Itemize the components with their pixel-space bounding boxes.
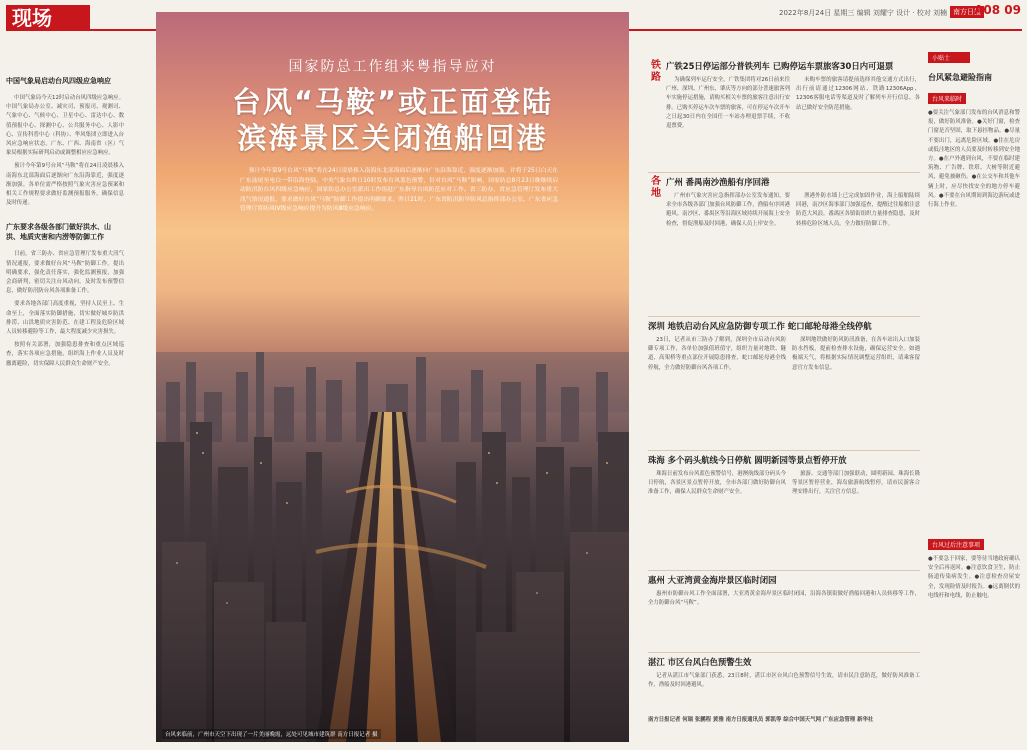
left-paragraph: 要求各地各部门高度重视，坚持人民至上、生命至上，全面落实防御措施，切实做好城乡防洪排涝、山洪地质灾害防范、在建工程及危险区域人员转移避险等工作，最大程度减少灾害损失。: [6, 301, 124, 336]
article-body: 广州市气象灾害应急指挥部办公室发布通知，要求全市各级各部门加强台风防御工作，渔船有序回港避风。南沙区、番禺区等沿海区域持续开展海上安全检查，督促渔船及时回港，确保人员上岸安全。: [666, 193, 790, 227]
article-body: 惠州市防御台风工作全面部署，大亚湾黄金海岸景区临时闭园，沿海各镇街做好渔船回港和人员转移等工作，全力防御台风“马鞍”。: [648, 591, 920, 607]
divider: [648, 450, 920, 451]
left-heading-1: 中国气象局启动台风四级应急响应: [6, 77, 111, 85]
panel-tab: 小贴士: [928, 52, 970, 63]
article-body: 珠海日前发布台风蓝色预警信号，港澳航线部分码头今日停航，各景区景点暂停开放，全市各部门做好防御台风准备工作，确保人民群众生命财产安全。: [648, 471, 786, 496]
article-title-huizhou: 惠州 大亚湾黄金海岸景区临时闭园: [648, 575, 777, 585]
article-title-shenzhen: 深圳 地铁启动台风应急防御专项工作 蛇口邮轮母港全线停航: [648, 321, 872, 331]
divider: [648, 652, 920, 653]
city-skyline-illustration: [156, 292, 629, 742]
left-column: [6, 76, 124, 744]
panel-subheading-2: 台风过后注意事项: [928, 539, 984, 550]
section-title: 现场: [6, 5, 90, 31]
hero-title-line-1: 台风“马鞍”或正面登陆: [231, 85, 554, 119]
panel-text: ●要关注气象部门发布的台风消息和警报，做好防风准备。●关好门窗，检查门窗是否坚固，取下悬挂物品。●尽量不要出门，远离危险区域。●住在危房或低洼地区的人员要及时转移到安全地方。●在户外遇到台风，不要在临时建筑物、广告牌、铁塔、大树等附近避风，避免被砸伤。●在公交车和其他车辆上时，应尽快找安全的地方停车避风。●不要在台风期间到海边游玩或进行海上作业。: [928, 110, 1020, 209]
article-body: 深圳地铁做好防风防汛准备，在各车站出入口加装防水挡板，提前检查排水设施，确保运营安全。如遇极端天气，将根据实际情况调整运营组织，请乘客留意官方发布信息。: [792, 337, 920, 371]
panel-text: ●不要急于回家，要等待当地政府确认安全后再返回。●注意饮食卫生，防止肠道传染病发生。●注意检查房屋安全，发现险情及时报告。●远离倒伏的电线杆和电线，防止触电。: [928, 556, 1020, 599]
hero-photo: [156, 12, 629, 742]
tips-panel: [928, 52, 1020, 744]
article-title-zhuhai: 珠海 多个码头航线今日停航 圆明新园等景点暂停开放: [648, 455, 847, 465]
section-label-railway: 铁路: [651, 60, 661, 83]
paper-badge: 南方日报: [950, 6, 984, 18]
issue-info: 2022年8月24日 星期三 编辑 刘耀宁 设计 · 校对 刘楠: [779, 9, 947, 17]
article-title-zhanjiang: 湛江 市区台风白色预警生效: [648, 657, 752, 667]
left-heading-2: 广东要求各级各部门做好洪水、山洪、地质灾害和内涝等防御工作: [6, 223, 111, 242]
left-paragraph: 预计今年第9号台风“马鞍”将在24日凌晨移入南海东北部海面后逐渐向广东沿海靠近，强度逐渐加强。各单位需严格按照气象灾害应急预案和相关工作规程要求做好监测预报服务，确保信息及时传递。: [6, 163, 124, 207]
article-title-railway: 广铁25日停运部分普铁列车 已购停运车票旅客30日内可退票: [666, 61, 894, 71]
panel-subheading-1: 台风来临时: [928, 93, 966, 104]
article-body: 渔港外防水墙上已完成加固作业，海上船舶陆续回港，南沙区海事部门加强巡查，提醒过往船舶注意防范大风浪。番禺区各镇街组织力量排查隐患，及时转移危险区域人员，全力做好防御工作。: [796, 193, 920, 227]
left-paragraph: 日前，省三防办、省应急管理厅发布重大汛气情况通报，要求做好台风“马鞍”防御工作。提出明确要求，强化责任落实，强化监测预报，加强会商研判，密切关注台风动向，及时发布预警信息，做好防汛防台风各项准备工作。: [6, 251, 124, 295]
article-body: 记者从湛江市气象部门获悉，23日8时，湛江市区台风白色预警信号生效，请市民注意防范，做好防风准备工作，渔船及时回港避风。: [648, 673, 920, 689]
hero-intro: 预计今年第9号台风“马鞍”将在24日凌晨移入南海东北部海面后逐渐向广东沿海靠近，强度逐渐加强，并将于25日白天在广东汕尾至电白一带沿海登陆。中央气象台昨日10时发布台风蓝色预警，针对台风“马鞍”影响，国家防总8月23日晚继续启动防汛防台风四级应急响应，国家防总办公室派出工作组赶广东指导台风防范应对工作。省三防办、省应急管理厅发布重大汛气情况通报，要求做好台风“马鞍”防御工作提出明确要求，昨日21时，广东省防汛防旱防风总指挥部办公室、广东省应急管理厅将防风IV级应急响应提升为防风Ⅲ级应急响应。: [240, 168, 558, 213]
panel-title: 台风紧急避险指南: [928, 73, 992, 82]
divider: [648, 172, 920, 173]
article-title-guangzhou: 广州 番禺南沙渔船有序回港: [666, 177, 770, 187]
divider: [648, 316, 920, 317]
article-body: 23日，记者从市三防办了解到，深圳全市启动台风防御专项工作，各单位加强值班值守，组织力量对地铁、隧道、高架桥等重点部位开展隐患排查，蛇口邮轮母港全线停航，全力做好防御台风各项工作。: [648, 337, 786, 371]
hero-subtitle: 国家防总工作组来粤指导应对: [288, 59, 497, 75]
page-number: A08 09: [974, 3, 1021, 17]
section-label-local: 各地: [651, 176, 661, 199]
article-body: 旅游、交通等部门加强联动，圆明新园、珠海长隆等景区暂停营业，海岛旅游航线暂停，请市民游客合理安排出行，关注官方信息。: [792, 471, 920, 496]
left-paragraph: 中国气象局今天12时启动台风四级应急响应。中国气象局办公室、减灾司、预报司、观测司、气象中心、气候中心、卫星中心、雷达中心、数值预报中心、探测中心、公共服务中心、人影中心、宣传科普中心（科协）、华风集团立即进入台风应急响应状态。广东、广西、海南省（区）气象局根据实际研判启动或调整相应应急响应。: [6, 95, 124, 157]
photo-caption: 台风来临前，广州市天空下出现了一片美丽晚霞，远处可见城市建筑群 南方日报记者 摄: [162, 729, 381, 739]
hero-title-line-2: 滨海景区关闭渔船回港: [237, 121, 548, 155]
divider: [648, 570, 920, 571]
article-body: 为确保列车运行安全，广铁集团将对26日前来往广州、深圳、广州东、肇庆等方向的部分普速旅客列车实施停运措施，请购买相关车票的旅客注意出行安排。已购买停运车次车票的旅客，可在停运车次开车之日起30日内在全国任一车站办理退票手续，不收退票费。: [666, 77, 790, 130]
left-paragraph: 按照有关部署，加强隐患排查和重点区域巡查，落实各项应急措施，组织海上作业人员及时撤离避险，切实保障人民群众生命财产安全。: [6, 342, 124, 367]
article-body: 未购车票的旅客请提前选择其他交通方式出行，出行前请通过12306网站、铁路12306App、12306客服电话等渠道及时了解列车开行信息。各站已做好安全防范措施。: [796, 77, 920, 111]
byline: 南方日报记者 何瑞 张鹏程 黄雅 南方日报通讯员 郭凯等 综合中国天气网 广东应急管理 新华社: [648, 717, 874, 723]
